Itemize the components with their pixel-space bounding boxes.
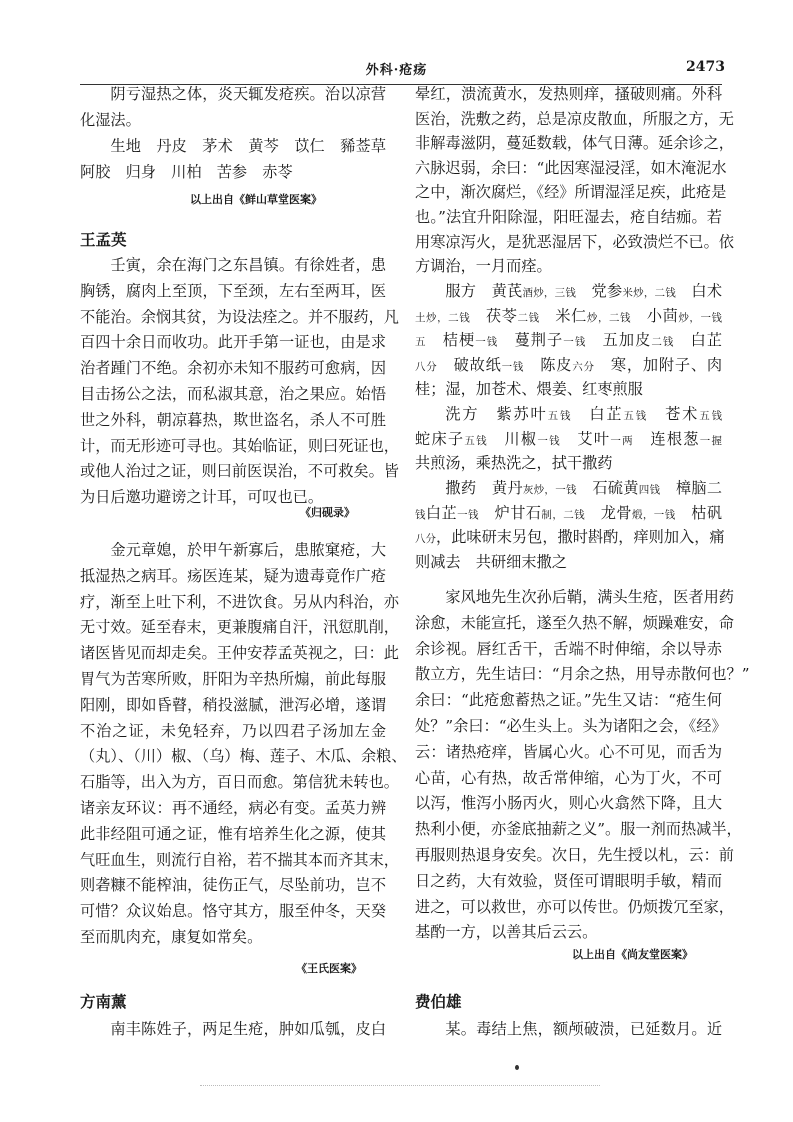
text-line: 可惜？众议始息。恪守其方，服至仲冬，天癸 xyxy=(80,902,386,921)
dosage-note: 五钱 xyxy=(547,410,573,422)
text-line: 胃气为苦寒所败，肝阳为辛热所煽，前此每服 xyxy=(80,669,386,688)
text-line: 不能治。余悯其贫，为设法痊之。并不服药，凡 xyxy=(80,307,399,326)
dosage-note: 四钱 xyxy=(638,484,661,496)
dosage-note: 五钱 xyxy=(623,410,649,422)
text-segment: 洗方 紫苏叶 xyxy=(445,405,548,423)
dosage-note: 二钱 xyxy=(651,336,675,349)
text-segment: 白芷 xyxy=(425,503,458,522)
text-line: 至而肌肉充，康复如常矣。 xyxy=(80,927,263,946)
dosage-note: 制，二钱 xyxy=(541,508,586,521)
text-segment: 党参 xyxy=(576,282,623,300)
text-segment: 川椒 xyxy=(487,429,538,448)
paragraph xyxy=(80,82,386,134)
text-segment: 蛇床子 xyxy=(415,429,465,448)
text-line: 医治，洗敷之药，总是凉皮散血，所服之方，无 xyxy=(415,109,734,128)
dosage-note: 五 xyxy=(415,336,427,349)
prescription-wash xyxy=(415,402,722,476)
text-line: 或他人治过之证，则曰前医误治，不可救矣。皆 xyxy=(80,462,399,481)
text-line: 某。毒结上焦，额颅破溃，已延数月。近 xyxy=(445,1020,722,1038)
text-line: 疗，渐至上吐下利，不进饮食。另从内科治，亦 xyxy=(80,592,399,611)
dosage-note: 炒，一钱 xyxy=(678,311,723,324)
text-segment: 服方 黄芪 xyxy=(445,282,523,300)
dosage-note: 一两 xyxy=(610,434,634,447)
text-segment: 小茴 xyxy=(631,306,679,325)
text-segment: 撒药 黄丹 xyxy=(445,479,523,497)
text-line: 桂；湿，加苍术、煨姜、红枣煎服 xyxy=(415,380,643,399)
paragraph xyxy=(415,82,734,279)
text-line: 胸锈，腐肉上至顶，下至颈，左右至两耳，医 xyxy=(80,281,386,300)
text-line: 抵湿热之病耳。疡医连某，疑为遗毒竟作广疮 xyxy=(80,566,386,585)
text-line: 治者踵门不绝。余初亦未知不服药可愈病，因 xyxy=(80,359,386,378)
text-line: 处？”余曰：“必生头上。头为诸阳之会，《经》 xyxy=(415,716,727,735)
text-segment: 连根葱 xyxy=(633,429,700,448)
dosage-note: 煅，一钱 xyxy=(631,508,676,521)
dosage-note: 一钱 xyxy=(501,360,525,373)
herb-list xyxy=(80,134,386,186)
text-line: 计，而无形迹可寻也。其始临证，则曰死证也， xyxy=(80,436,399,455)
text-segment: 白芷 xyxy=(674,331,723,350)
text-line: 世之外科，朝凉暮热，欺世盗名，杀人不可胜 xyxy=(80,410,386,429)
text-line: 石脂等，出入为方，百日而愈。第信犹未转也。 xyxy=(80,773,399,792)
text-line: 方调治，一月而痊。 xyxy=(415,257,552,276)
text-line: 余曰：“此疮愈蓄热之证。”先生又诘：“疮生何 xyxy=(415,691,722,710)
text-line: 散立方，先生诘曰：“月余之热，用导赤散何也？” xyxy=(415,665,750,684)
text-line xyxy=(415,402,722,427)
text-segment: 五加皮 xyxy=(586,331,652,350)
text-line: 涂愈，未能宣托，遂至久热不解，烦躁难安，命 xyxy=(415,613,734,632)
text-line xyxy=(415,279,722,304)
text-line: 之中，渐次腐烂，《经》所谓湿淫足疾，此疮是 xyxy=(415,183,727,202)
text-line: 六脉迟弱，余曰：“此因寒湿浸淫，如木淹泥水 xyxy=(415,158,727,177)
text-segment: 龙骨 xyxy=(585,503,632,522)
text-segment: ，此味研末另包，撒时斟酌，痒则加入，痛 xyxy=(436,528,725,547)
dosage-note: 二钱 xyxy=(517,311,540,324)
text-line xyxy=(415,328,722,353)
section-heading: 方南薰 xyxy=(80,992,127,1011)
source-citation: 《王氏医案》 xyxy=(296,962,362,975)
text-line: 日之药，大有效验，贤侄可谓眼明手敏，精而 xyxy=(415,871,722,890)
text-line: （丸）、（川）椒、（乌）梅、莲子、木瓜、余粮、 xyxy=(80,747,407,766)
section-heading: 王孟英 xyxy=(80,230,127,249)
dosage-note: 一握 xyxy=(699,434,723,447)
text-line xyxy=(415,304,722,329)
dosage-note: 土炒，二钱 xyxy=(415,311,471,324)
text-line: 阴亏湿热之体，炎天辄发疮疾。治以凉营 xyxy=(110,85,386,103)
text-line: 也。”法宜升阳除湿，阳旺湿去，疮自结痂。若 xyxy=(415,207,722,226)
text-line: 金元章媳，於甲午新寡后，患脓窠疮，大 xyxy=(110,541,386,559)
prescription-powder xyxy=(415,476,725,574)
source-citation: 《归砚录》 xyxy=(300,506,355,519)
text-segment: 艾叶 xyxy=(560,429,611,448)
dosage-note: 八分 xyxy=(415,360,438,373)
text-line: 南丰陈姓子，两足生疮，肿如瓜瓠，皮白 xyxy=(110,1020,386,1038)
text-line: 阳刚，即如昏瞽，稍投滋腻，泄泻必增，遂谓 xyxy=(80,695,386,714)
dosage-note: 八分 xyxy=(415,533,436,546)
page-number: 2473 xyxy=(686,59,725,75)
text-line: 百四十余日而收功。此开手第一证也，由是求 xyxy=(80,333,386,352)
text-line: 非解毒滋阴，蔓延数载，体气日薄。延余诊之， xyxy=(415,134,734,153)
dosage-note: 炒，二钱 xyxy=(586,311,632,324)
text-segment: 破故纸 xyxy=(437,355,502,374)
dosage-note: 一钱 xyxy=(563,336,587,349)
section-heading: 费伯雄 xyxy=(415,992,462,1011)
text-line: 以泻，惟泻小肠丙火，则心火翕然下降，且大 xyxy=(415,794,722,813)
text-line: 余诊视。唇红舌干，舌端不时伸缩，余以导赤 xyxy=(415,639,722,658)
text-line: 目击扬公之法，而私淑其意，治之果应。始悟 xyxy=(80,384,386,403)
paragraph xyxy=(80,538,407,951)
text-line: 此非经阻可通之证，惟有培养生化之源，使其 xyxy=(80,824,386,843)
text-segment: 米仁 xyxy=(539,306,587,325)
text-line: 则砻糠不能榨油，徒伤正气，尽坠前功，岂不 xyxy=(80,876,386,895)
text-line: 生地 丹皮 茅术 黄芩 苡仁 豨莶草 xyxy=(110,137,386,155)
dosage-note: 一钱 xyxy=(475,336,499,349)
text-segment: 茯苓 xyxy=(470,306,518,325)
ink-speck xyxy=(515,1065,519,1070)
text-line: 壬寅，余在海门之东昌镇。有徐姓者，患 xyxy=(110,256,386,274)
running-header-title: 外科·疮疡 xyxy=(365,63,428,78)
text-segment: 白芷 xyxy=(572,405,624,423)
text-segment: 蔓荆子 xyxy=(498,331,564,350)
text-segment: 寒，加附子、肉 xyxy=(594,355,723,374)
paragraph xyxy=(80,253,399,511)
dosage-note: 五钱 xyxy=(464,434,488,447)
text-line: 心苗，心有热，故舌常伸缩，心为丁火，不可 xyxy=(415,768,722,787)
text-segment: 陈皮 xyxy=(524,355,573,374)
text-line: 诸医皆见而却走矣。王仲安荐孟英视之，曰：此 xyxy=(80,644,399,663)
paragraph xyxy=(80,1017,386,1043)
text-line xyxy=(415,501,722,526)
text-segment: 樟脑二 xyxy=(660,479,723,497)
text-segment: 苍术 xyxy=(648,405,700,423)
text-line: 家风地先生次孙后鞘，满头生疮，医者用药 xyxy=(445,588,734,606)
text-line: 基酌一方，以善其后云云。 xyxy=(415,923,598,942)
text-line: 用寒凉泻火，是犹恶湿居下，必致溃烂不已。依 xyxy=(415,232,734,251)
text-line xyxy=(415,427,722,452)
text-line: 为日后邀功避谤之计耳，可叹也已。 xyxy=(80,488,323,507)
text-segment: 石硫黄 xyxy=(576,479,639,497)
text-line xyxy=(415,353,722,378)
text-line: 无寸效。延至春末，更兼腹痛自汗，汛愆肌削， xyxy=(80,618,399,637)
text-segment: 白术 xyxy=(676,282,723,300)
scan-artifact-line xyxy=(200,1085,600,1086)
paragraph xyxy=(415,1017,722,1043)
text-line: 则减去 共研细末撒之 xyxy=(415,552,567,571)
dosage-note: 灰炒，一钱 xyxy=(522,484,577,496)
dosage-note: 一钱 xyxy=(537,434,561,447)
text-line: 晕红，溃流黄水，发热则痒，搔破则痛。外科 xyxy=(415,85,722,103)
text-segment: 桔梗 xyxy=(426,331,476,350)
dosage-note: 一钱 xyxy=(457,508,479,521)
text-segment: 枯矾 xyxy=(675,503,723,522)
source-citation: 以上出自《尚友堂医案》 xyxy=(572,948,693,961)
paragraph xyxy=(415,585,750,946)
dosage-note: 钱 xyxy=(415,508,426,521)
text-line: 化湿法。 xyxy=(80,110,141,129)
text-line: 不治之证，未免轻弃，乃以四君子汤加左金 xyxy=(80,721,386,740)
text-line: 进之，可以救世，亦可以传世。仍烦拨冗至家， xyxy=(415,897,734,916)
text-line: 热利小便，亦釜底抽薪之义”。服一剂而热减半， xyxy=(415,820,742,839)
text-line xyxy=(415,525,725,550)
source-citation: 以上出自《鲜山草堂医案》 xyxy=(190,193,322,206)
text-line: 再服则热退身安矣。次日，先生授以札，云：前 xyxy=(415,845,734,864)
dosage-note: 米炒，二钱 xyxy=(622,287,676,299)
dosage-note: 酒炒，三钱 xyxy=(522,287,577,299)
text-line: 共煎汤，乘热洗之，拭干撒药 xyxy=(415,454,613,473)
prescription-oral xyxy=(415,279,722,402)
text-line: 气旺血生，则流行自裕，若不揣其本而齐其末， xyxy=(80,850,399,869)
text-line xyxy=(415,476,722,501)
dosage-note: 六分 xyxy=(572,360,595,373)
text-segment: 炉甘石 xyxy=(478,503,542,522)
text-line: 云：诸热疮痒，皆属心火。心不可见，而舌为 xyxy=(415,742,722,761)
dosage-note: 五钱 xyxy=(699,410,723,422)
text-line: 阿胶 归身 川柏 苦参 赤苓 xyxy=(80,162,293,181)
text-line: 诸亲友环议：再不通经，病必有变。孟英力辨 xyxy=(80,798,386,817)
